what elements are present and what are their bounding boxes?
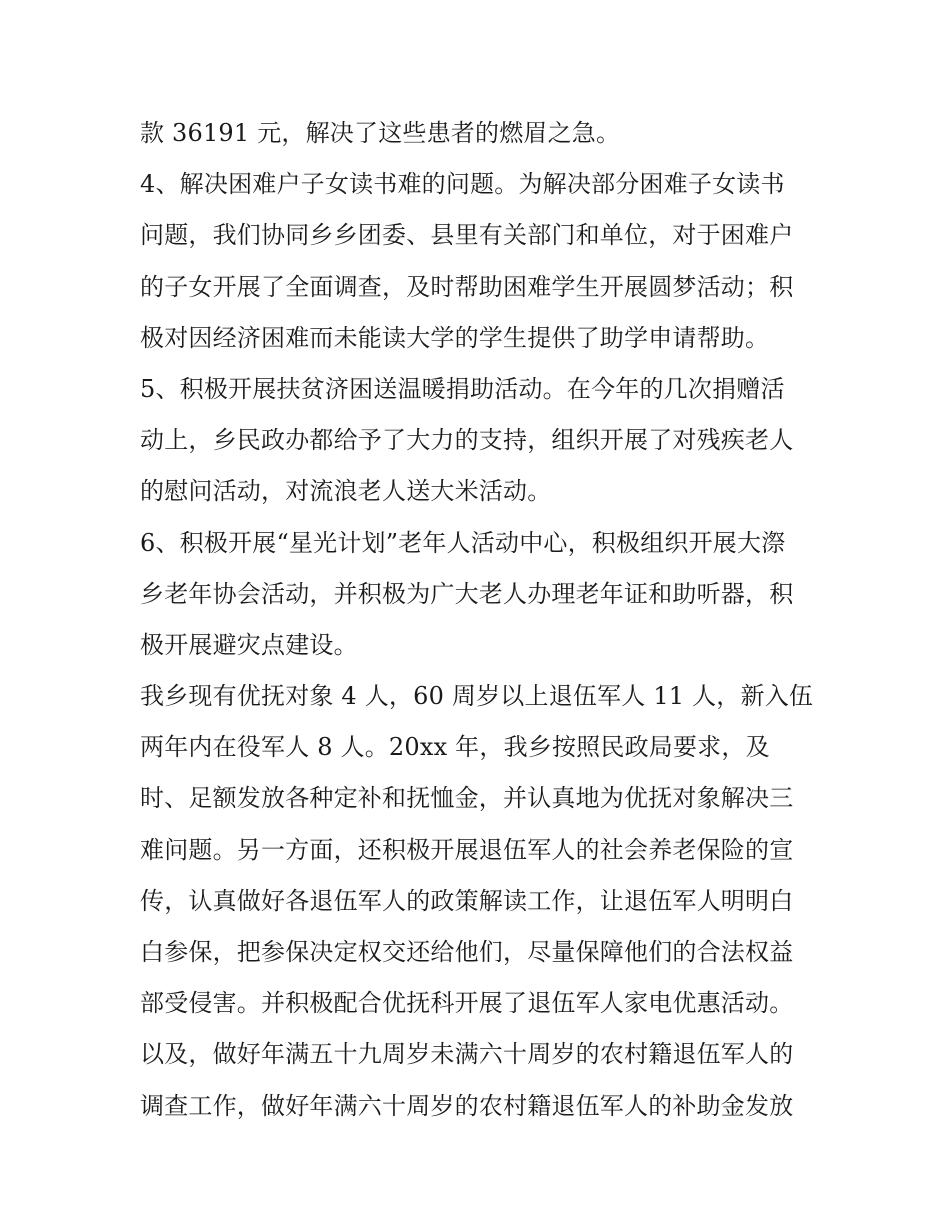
text-line: 部受侵害。并积极配合优抚科开展了退伍军人家电优惠活动。 bbox=[140, 989, 794, 1018]
text-line: 调查工作，做好年满六十周岁的农村籍退伍军人的补助金发放 bbox=[140, 1091, 794, 1120]
body-text bbox=[140, 108, 820, 1132]
text-line: 的慰问活动，对流浪老人送大米活动。 bbox=[140, 477, 552, 506]
text-line: 两年内在役军人 8 人。20xx 年，我乡按照民政局要求，及 bbox=[140, 733, 770, 762]
text-line: 的子女开展了全面调查，及时帮助困难学生开展圆梦活动；积 bbox=[140, 272, 794, 301]
text-line: 传，认真做好各退伍军人的政策解读工作，让退伍军人明明白 bbox=[140, 886, 794, 915]
text-line: 以及，做好年满五十九周岁未满六十周岁的农村籍退伍军人的 bbox=[140, 1040, 794, 1069]
text-line: 极开展避灾点建设。 bbox=[140, 630, 358, 659]
text-line: 乡老年协会活动，并积极为广大老人办理老年证和助听器，积 bbox=[140, 579, 794, 608]
text-line: 5、积极开展扶贫济困送温暖捐助活动。在今年的几次捐赠活 bbox=[140, 374, 785, 403]
text-line: 极对因经济困难而未能读大学的学生提供了助学申请帮助。 bbox=[140, 323, 770, 352]
text-line: 我乡现有优抚对象 4 人，60 周岁以上退伍军人 11 人，新入伍 bbox=[140, 682, 814, 711]
text-line: 4、解决困难户子女读书难的问题。为解决部分困难子女读书 bbox=[140, 170, 785, 199]
text-line: 时、足额发放各种定补和抚恤金，并认真地为优抚对象解决三 bbox=[140, 784, 794, 813]
text-line: 6、积极开展“星光计划”老年人活动中心，积极组织开展大漈 bbox=[140, 528, 786, 557]
text-line: 问题，我们协同乡乡团委、县里有关部门和单位，对于困难户 bbox=[140, 221, 794, 250]
text-line: 动上，乡民政办都给予了大力的支持，组织开展了对残疾老人 bbox=[140, 426, 794, 455]
text-line: 难问题。另一方面，还积极开展退伍军人的社会养老保险的宣 bbox=[140, 835, 794, 864]
text-line: 白参保，把参保决定权交还给他们，尽量保障他们的合法权益 bbox=[140, 938, 794, 966]
text-line: 款 36191 元，解决了这些患者的燃眉之急。 bbox=[140, 119, 621, 147]
